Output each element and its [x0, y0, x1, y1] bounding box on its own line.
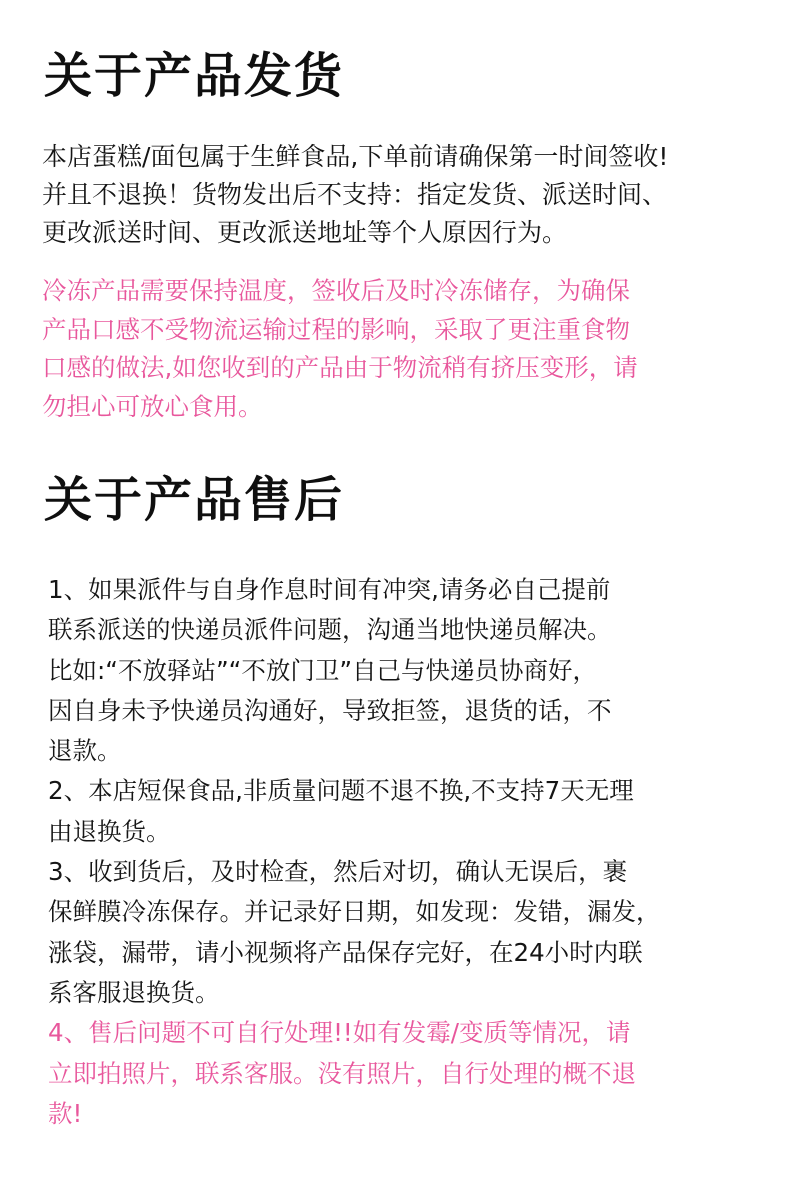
aftersale-line: 涨袋，漏带，请小视频将产品保存完好，在24小时内联 [48, 937, 643, 967]
aftersale-line: 保鲜膜冷冻保存。并记录好日期，如发现：发错，漏发， [48, 897, 661, 927]
shipping-notice-line: 本店蛋糕/面包属于生鲜食品,下单前请确保第一时间签收! [42, 142, 669, 171]
aftersale-line: 系客服退换货。 [48, 977, 220, 1007]
aftersale-line: 退款。 [48, 736, 122, 766]
cold-chain-line: 口感的做法,如您收到的产品由于物流稍有挤压变形，请 [42, 353, 638, 382]
aftersale-title: 关于产品售后 [44, 472, 345, 528]
shipping-title: 关于产品发货 [44, 48, 345, 104]
cold-chain-notice [42, 272, 638, 426]
aftersale-line: 因自身未予快递员沟通好，导致拒签，退货的话，不 [48, 695, 612, 725]
aftersale-line: 联系派送的快递员派件问题，沟通当地快递员解决。 [48, 615, 612, 645]
shipping-notice-line: 更改派送时间、更改派送地址等个人原因行为。 [42, 218, 568, 247]
aftersale-line-warning: 立即拍照片，联系客服。没有照片，自行处理的概不退 [48, 1058, 636, 1088]
aftersale-section [0, 472, 790, 1128]
cold-chain-line: 产品口感不受物流运输过程的影响，采取了更注重食物 [42, 314, 630, 344]
cold-chain-line: 冷冻产品需要保持温度，签收后及时冷冻储存，为确保 [42, 276, 630, 305]
aftersale-line: 由退换货。 [48, 816, 171, 846]
aftersale-line: 2、本店短保食品,非质量问题不退不换,不支持7天无理 [48, 776, 634, 806]
aftersale-policy-list [48, 570, 661, 1134]
cold-chain-line: 勿担心可放心食用。 [42, 391, 263, 421]
aftersale-line: 3、收到货后，及时检查，然后对切，确认无误后，裹 [48, 857, 628, 887]
aftersale-line: 1、如果派件与自身作息时间有冲突,请务必自己提前 [48, 575, 611, 604]
shipping-notice [42, 138, 668, 252]
aftersale-line: 比如:“不放驿站”“不放门卫”自己与快递员协商好， [48, 655, 598, 685]
shipping-section [0, 48, 790, 421]
aftersale-line-warning: 款! [48, 1098, 83, 1128]
aftersale-line-warning: 4、售后问题不可自行处理!!如有发霉/变质等情况，请 [48, 1018, 631, 1048]
shipping-notice-line: 并且不退换！货物发出后不支持：指定发货、派送时间、 [42, 180, 668, 209]
